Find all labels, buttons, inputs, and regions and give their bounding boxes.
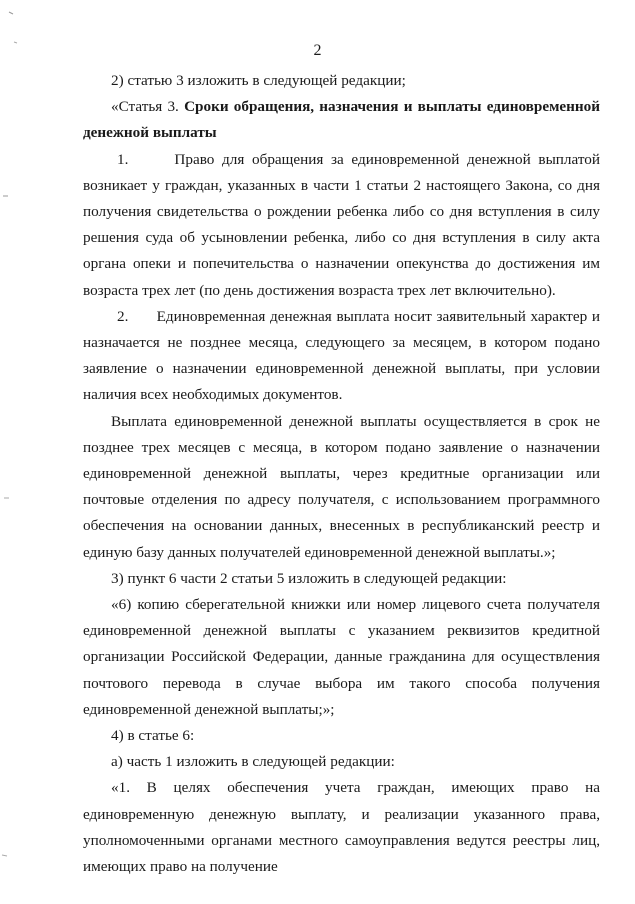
article-6-part-1-text: «1. В целях обеспечения учета граждан, имеющих право на единовременную денежную выплату, и реализации указанного права, уполномоченными органами местного самоуправления ведутся реестры лиц, имеющих право на получение <box>83 779 600 876</box>
page-number: 2 <box>313 42 322 59</box>
payment-terms-paragraph: Выплата единовременной денежной выплаты осуществляется в срок не позднее трех месяцев с месяца, в котором подано заявление о назначении единовременной денежной выплаты, через кредитные организации или почтовые отделения по адресу получателя, с использованием программного обеспечения на основании данных, внесенных в республиканский реестр и единую базу данных получателей единовременной денежной выплаты.»; <box>83 412 600 561</box>
item-6-text: «6) копию сберегательной книжки или номер лицевого счета получателя единовременной денежной выплаты с указанием реквизитов кредитной организации Российской Федерации, данные гражданина для осуществления почтового перевода в случае выбора им такого способа получения единовременной денежной выплаты;»; <box>83 596 600 718</box>
article-3-label: «Статья 3. <box>111 98 185 116</box>
article-3-heading <box>83 94 600 146</box>
document-body <box>83 68 600 880</box>
article-3-clause-1: 1. Право для обращения за единовременной денежной выплатой возникает у граждан, указанных в части 1 статьи 2 настоящего Закона, со дня получения свидетельства о рождении ребенка либо со дня вступления в силу решения суда об усыновлении ребенка, либо со дня вступления в силу акта органа опеки и попечительства о назначении опекунства до достижения им возраста трех лет (по день достижения возраста трех лет включительно). <box>83 150 600 299</box>
subparagraph-a: а) часть 1 изложить в следующей редакции: <box>111 753 395 771</box>
scan-margin-marks <box>0 0 30 904</box>
paragraph-amend-article-5: 3) пункт 6 части 2 статьи 5 изложить в следующей редакции: <box>111 569 507 587</box>
paragraph-amend-article-3: 2) статью 3 изложить в следующей редакции; <box>111 72 406 89</box>
paragraph-amend-article-6: 4) в статье 6: <box>111 727 195 745</box>
article-3-title: Сроки обращения, назначения и выплаты единовременной денежной выплаты <box>83 98 600 142</box>
article-3-clause-2: 2. Единовременная денежная выплата носит заявительный характер и назначается не позднее месяца, следующего за месяцем, в котором подано заявление о назначении единовременной денежной выплаты, при условии наличия всех необходимых документов. <box>83 307 600 404</box>
